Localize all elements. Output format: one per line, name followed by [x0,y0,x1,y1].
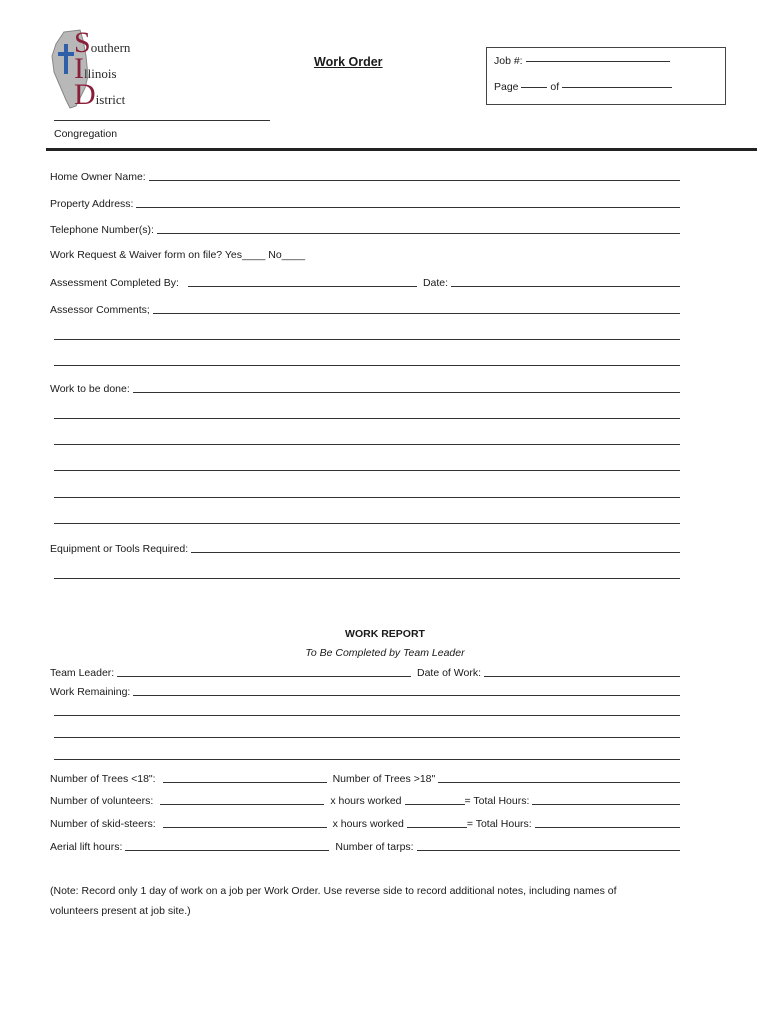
blank-line[interactable] [54,759,680,760]
work-report-subheading: To Be Completed by Team Leader [305,647,465,659]
equipment-field[interactable] [50,541,680,555]
telephone-field[interactable] [50,222,680,236]
work-remaining-label: Work Remaining: [50,686,131,698]
volunteers-label: Number of volunteers: [50,795,154,807]
skid-steers-label: Number of skid-steers: [50,818,156,830]
total-hours-label: = Total Hours: [464,795,530,807]
congregation-field[interactable] [54,120,270,121]
blank-line[interactable] [54,418,680,419]
skid-steers-row[interactable] [50,816,680,830]
blank-line[interactable] [54,737,680,738]
page-field[interactable] [494,81,672,93]
cross-icon [56,42,76,76]
logo-line-2: Illinois [74,52,117,85]
blank-line[interactable] [54,470,680,471]
equipment-label: Equipment or Tools Required: [50,543,189,555]
blank-line[interactable] [54,715,680,716]
work-request-field[interactable]: Work Request & Waiver form on file? Yes____ No____ [50,249,306,261]
blank-line[interactable] [54,339,680,340]
aerial-lift-row[interactable] [50,839,680,853]
logo-line-1: Southern [74,26,131,59]
team-leader-row[interactable] [50,665,680,679]
district-logo [50,26,160,112]
work-remaining-field[interactable] [50,684,680,698]
work-to-be-done-label: Work to be done: [50,383,130,395]
job-number-label: Job #: [494,55,523,67]
blank-line[interactable] [54,578,680,579]
property-address-label: Property Address: [50,198,134,210]
property-address-field[interactable] [50,196,680,210]
work-to-be-done-field[interactable] [50,381,680,395]
note-line-2: volunteers present at job site.) [50,905,191,917]
note-line-1: (Note: Record only 1 day of work on a job per Work Order. Use reverse side to record additional notes, including names of [50,885,617,897]
assessment-by-label: Assessment Completed By: [50,277,179,289]
home-owner-label: Home Owner Name: [50,171,146,183]
hours-worked-label: x hours worked [332,818,404,830]
assessment-row[interactable] [50,275,680,289]
congregation-label: Congregation [54,128,118,140]
tarps-label: Number of tarps: [335,841,414,853]
trees-over-label: Number of Trees >18" [332,773,436,785]
trees-row[interactable] [50,771,680,785]
volunteers-row[interactable] [50,793,680,807]
page-label: Page [494,81,519,93]
assessor-comments-field[interactable] [50,302,680,316]
assessment-date-label: Date: [422,277,449,289]
date-of-work-label: Date of Work: [417,667,481,679]
assessor-comments-label: Assessor Comments; [50,304,150,316]
blank-line[interactable] [54,365,680,366]
telephone-label: Telephone Number(s): [50,224,154,236]
team-leader-label: Team Leader: [50,667,115,679]
blank-line[interactable] [54,444,680,445]
home-owner-field[interactable] [50,169,680,183]
page-of-label: of [550,81,560,93]
job-info-box [486,47,726,105]
work-report-heading: WORK REPORT [345,628,425,640]
header-divider [46,148,757,151]
blank-line[interactable] [54,497,680,498]
total-hours-label: = Total Hours: [466,818,532,830]
job-number-field[interactable] [494,55,670,67]
blank-line[interactable] [54,523,680,524]
aerial-lift-label: Aerial lift hours: [50,841,123,853]
page-title: Work Order [314,55,383,69]
logo-line-3: District [74,78,126,111]
trees-under-label: Number of Trees <18": [50,773,156,785]
hours-worked-label: x hours worked [330,795,402,807]
